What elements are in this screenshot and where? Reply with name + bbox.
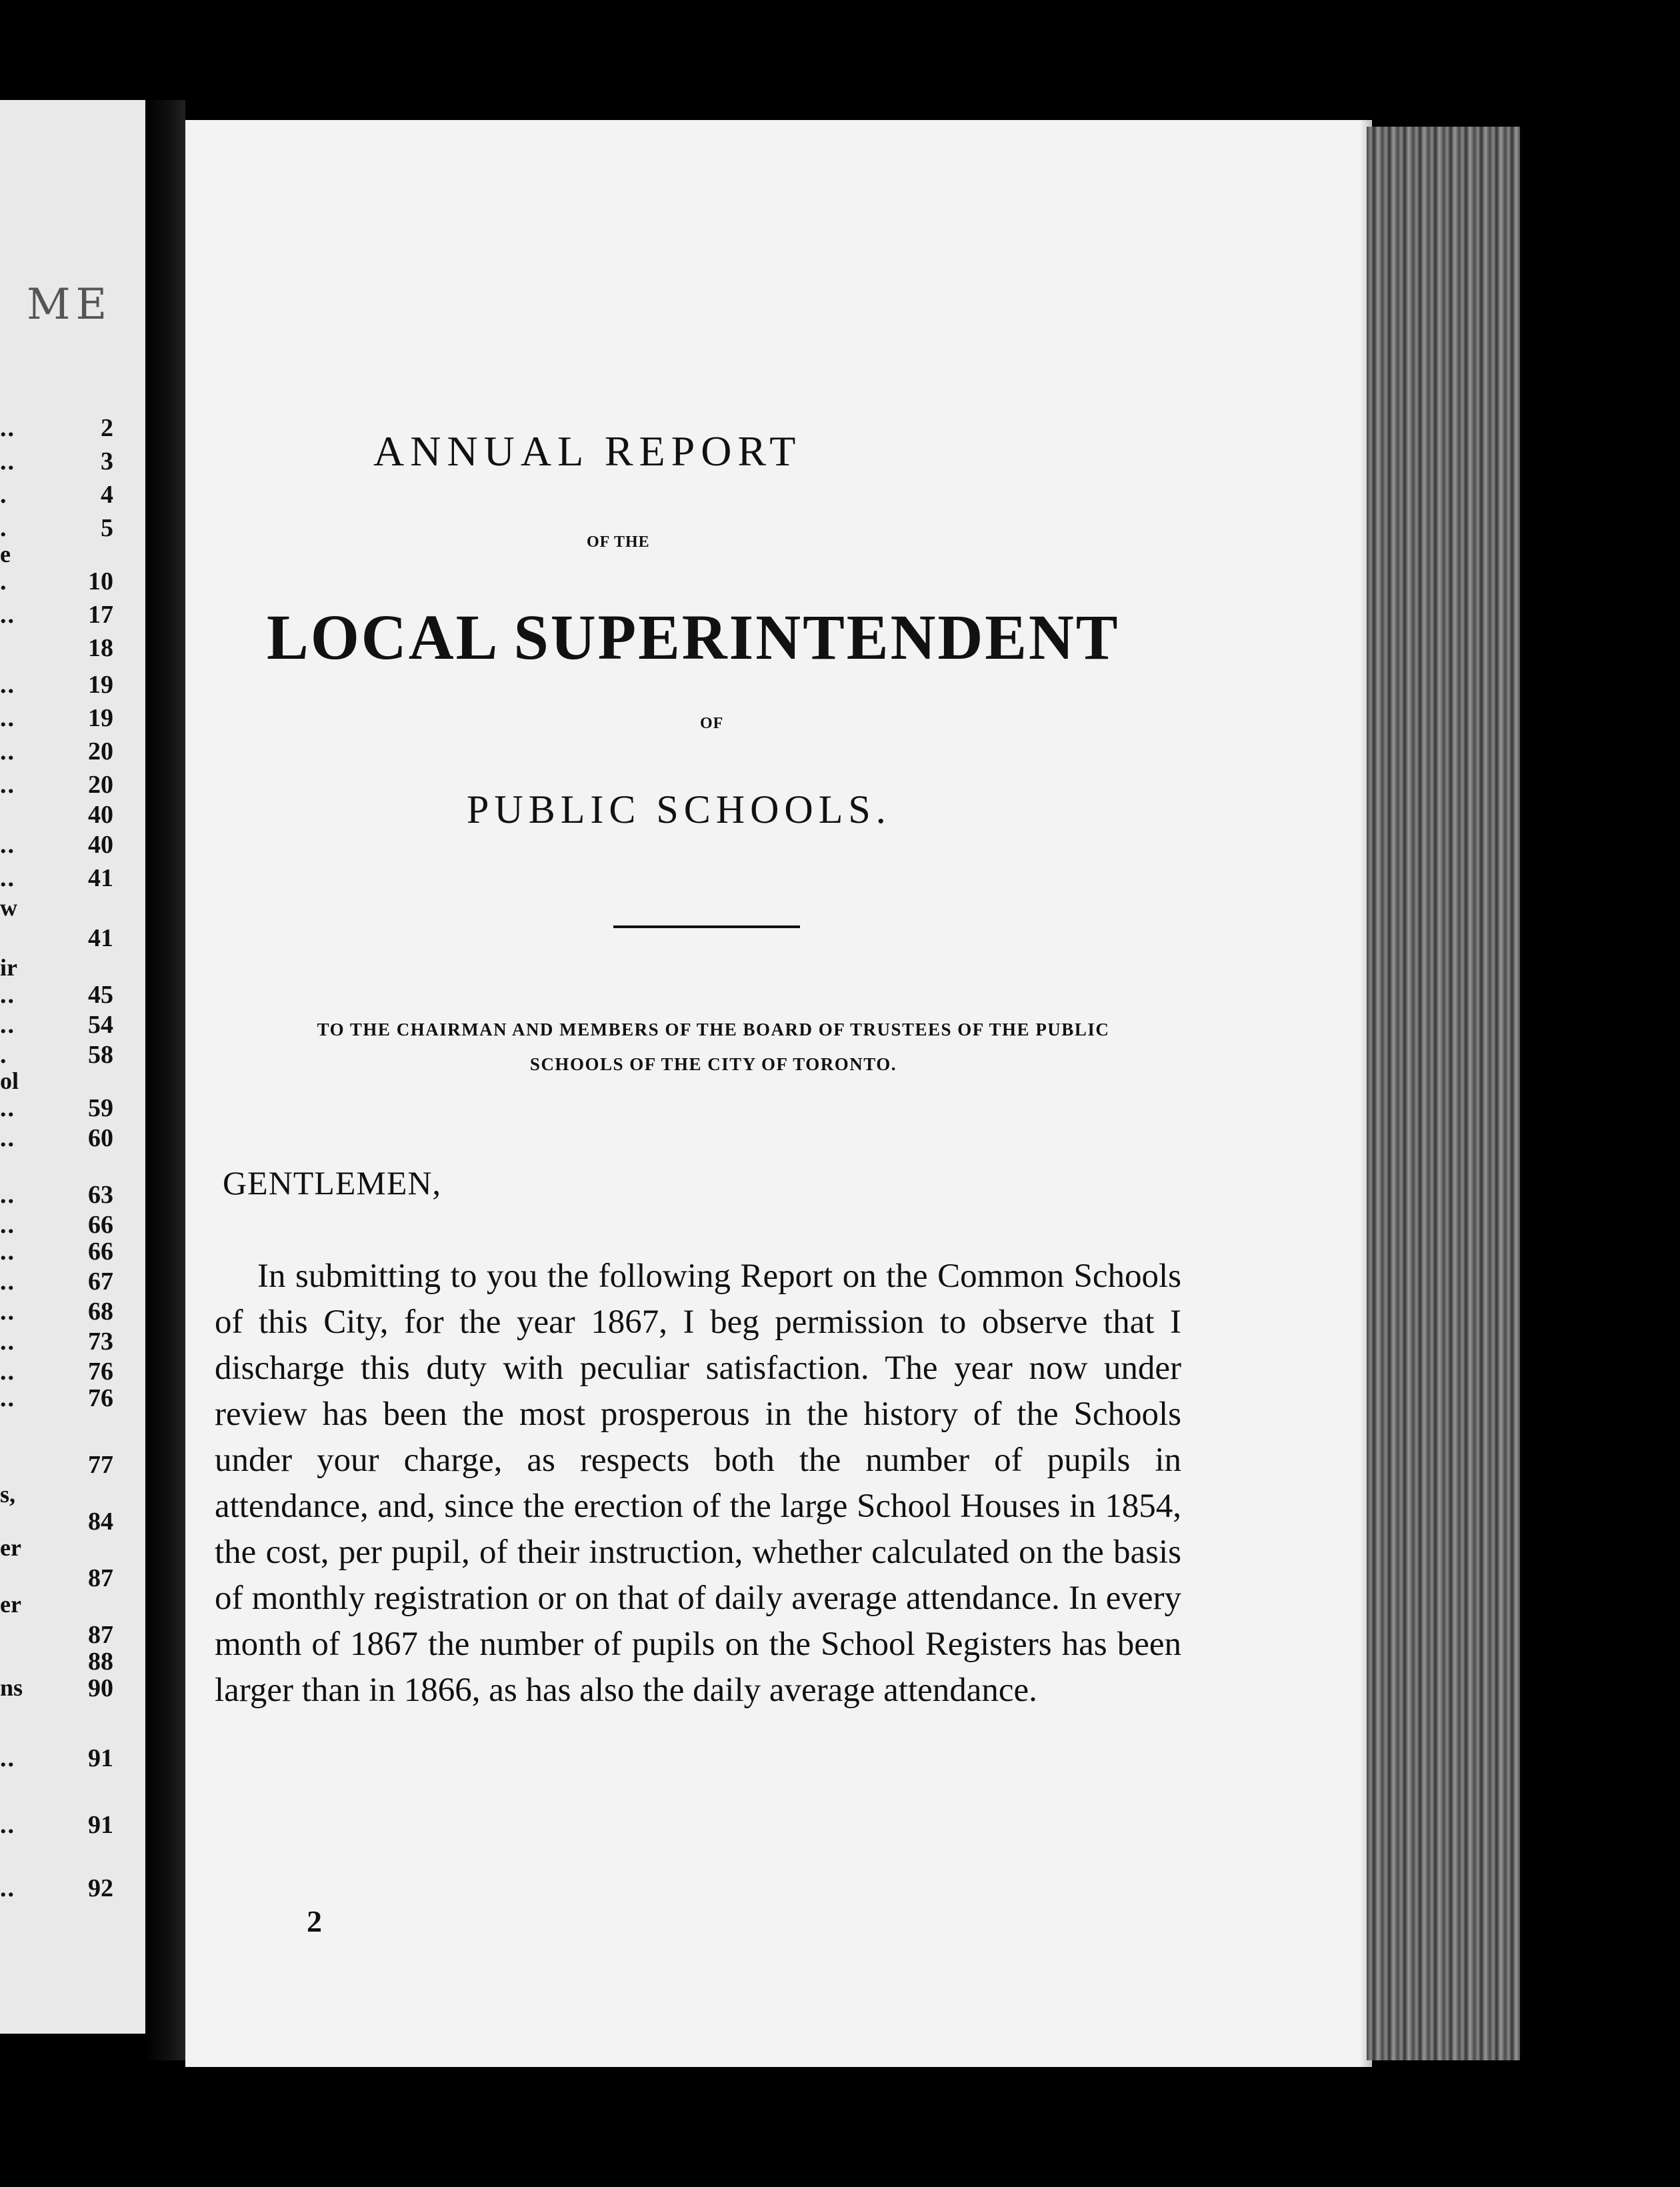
toc-page-number: 41 — [88, 924, 113, 952]
toc-page-number: 54 — [88, 1011, 113, 1039]
toc-leader-dots: .. — [0, 771, 15, 799]
title-public-schools: PUBLIC SCHOOLS. — [467, 787, 891, 831]
toc-page-number: 73 — [88, 1328, 113, 1356]
toc-entry — [0, 980, 145, 1013]
address-line-2: SCHOOLS OF THE CITY OF TORONTO. — [529, 1054, 897, 1074]
toc-entry — [0, 1810, 145, 1844]
toc-entry — [0, 830, 145, 863]
toc-page-number: 58 — [88, 1041, 113, 1069]
toc-entry — [0, 1874, 145, 1907]
toc-entry — [0, 1010, 145, 1043]
left-page-header: ME — [27, 280, 113, 329]
toc-leader-dots: .. — [0, 671, 15, 699]
toc-page-number: 59 — [88, 1094, 113, 1122]
page-stack-edge — [1367, 127, 1520, 2060]
toc-page-number: 60 — [88, 1124, 113, 1152]
toc-leader-dots: . — [0, 481, 8, 509]
folio-number: 2 — [307, 1904, 322, 1938]
toc-leader-dots: .. — [0, 1124, 15, 1152]
toc-text-fragment: ns — [0, 1674, 23, 1701]
title-divider — [613, 925, 800, 928]
book-gutter — [145, 100, 185, 2060]
toc-leader-dots: .. — [0, 737, 15, 765]
toc-entry — [0, 1237, 145, 1270]
toc-page-number: 19 — [88, 704, 113, 732]
toc-leader-dots: .. — [0, 1744, 15, 1772]
toc-leader-dots: .. — [0, 981, 15, 1009]
toc-page-number: 10 — [88, 567, 113, 595]
toc-page-number: 5 — [101, 514, 113, 542]
toc-page-number: 20 — [88, 771, 113, 799]
toc-text-fragment: s, — [0, 1481, 16, 1508]
toc-entry — [0, 1040, 145, 1073]
toc-entry — [0, 567, 145, 600]
toc-entry — [0, 1267, 145, 1300]
toc-page-number: 87 — [88, 1564, 113, 1592]
title-of: OF — [700, 715, 724, 732]
toc-leader-dots: .. — [0, 1094, 15, 1122]
toc-page-number: 20 — [88, 737, 113, 765]
toc-leader-dots: .. — [0, 447, 15, 475]
toc-page-number: 3 — [101, 447, 113, 475]
toc-entry — [0, 1094, 145, 1127]
toc-text-fragment: er — [0, 1591, 21, 1618]
title-annual-report: ANNUAL REPORT — [373, 427, 802, 475]
toc-page-number: 91 — [88, 1811, 113, 1839]
toc-page-number: 88 — [88, 1648, 113, 1676]
toc-page-number: 19 — [88, 671, 113, 699]
body-paragraph: In submitting to you the following Report on the Common Schools of this City, for the year 1867, I beg permission to observe that I discharge this duty with peculiar satisfaction. The year now under review has been the most prosperous in the history of the Schools under your charge, as respects both the number of pupils in attendance, and, since the erection of the large School Houses in 1854, the cost, per pupil, of their instruction, whether calculated on the basis of monthly registration or on that of daily average attendance. In every month of 1867 the number of pupils on the School Registers has been larger than in 1866, as has also the daily average attendance. — [215, 1258, 1181, 1709]
toc-leader-dots: . — [0, 514, 8, 542]
toc-page-number: 41 — [88, 864, 113, 892]
address-line-1: TO THE CHAIRMAN AND MEMBERS OF THE BOARD OF TRUSTEES OF THE PUBLIC — [317, 1019, 1110, 1039]
toc-text-fragment: e — [0, 541, 11, 567]
toc-leader-dots: .. — [0, 1874, 15, 1902]
toc-page-number: 40 — [88, 801, 113, 829]
toc-entry — [0, 1744, 145, 1777]
toc-entry — [0, 737, 145, 770]
toc-leader-dots: .. — [0, 1011, 15, 1039]
toc-page-number: 90 — [88, 1674, 113, 1702]
toc-page-number: 87 — [88, 1621, 113, 1649]
toc-page-number: 66 — [88, 1211, 113, 1239]
toc-leader-dots: .. — [0, 1384, 15, 1412]
toc-entry — [0, 1450, 145, 1484]
toc-entry — [0, 670, 145, 703]
toc-leader-dots: .. — [0, 1181, 15, 1209]
left-facing-page — [0, 100, 145, 2034]
toc-page-number: 17 — [88, 601, 113, 629]
toc-leader-dots: . — [0, 1041, 8, 1069]
toc-page-number: 4 — [101, 481, 113, 509]
salutation: GENTLEMEN, — [223, 1164, 441, 1202]
toc-page-number: 77 — [88, 1451, 113, 1479]
toc-leader-dots: .. — [0, 704, 15, 732]
toc-leader-dots: .. — [0, 1298, 15, 1326]
toc-leader-dots: .. — [0, 1328, 15, 1356]
toc-leader-dots: .. — [0, 1211, 15, 1239]
toc-page-number: 92 — [88, 1874, 113, 1902]
toc-leader-dots: .. — [0, 1811, 15, 1839]
toc-page-number: 40 — [88, 831, 113, 859]
toc-entry — [0, 633, 145, 667]
toc-entry — [0, 447, 145, 480]
toc-page-number: 67 — [88, 1268, 113, 1296]
toc-text-fragment: ir — [0, 954, 17, 981]
toc-text-fragment: er — [0, 1534, 21, 1561]
toc-entry — [0, 600, 145, 633]
toc-entry — [0, 1564, 145, 1597]
toc-page-number: 76 — [88, 1358, 113, 1386]
toc-page-number: 45 — [88, 981, 113, 1009]
address-block — [227, 1012, 1200, 1081]
toc-entry — [0, 770, 145, 803]
toc-leader-dots: .. — [0, 1268, 15, 1296]
toc-entry — [0, 1297, 145, 1330]
toc-page-number: 84 — [88, 1508, 113, 1536]
toc-leader-dots: .. — [0, 864, 15, 892]
toc-entry — [0, 863, 145, 897]
toc-entry — [0, 413, 145, 447]
toc-entry — [0, 480, 145, 513]
toc-page-number: 66 — [88, 1238, 113, 1266]
toc-entry — [0, 1507, 145, 1540]
toc-leader-dots: .. — [0, 414, 15, 442]
toc-entry — [0, 800, 145, 833]
toc-text-fragment: ol — [0, 1067, 19, 1094]
toc-entry — [0, 513, 145, 547]
toc-leader-dots: .. — [0, 831, 15, 859]
title-local-superintendent: LOCAL SUPERINTENDENT — [267, 601, 1120, 673]
toc-entry — [0, 1124, 145, 1157]
toc-page-number: 18 — [88, 634, 113, 662]
toc-leader-dots: .. — [0, 1238, 15, 1266]
toc-page-number: 2 — [101, 414, 113, 442]
toc-entry — [0, 1180, 145, 1214]
toc-entry — [0, 1384, 145, 1417]
toc-text-fragment: w — [0, 894, 17, 921]
toc-page-number: 76 — [88, 1384, 113, 1412]
toc-leader-dots: .. — [0, 601, 15, 629]
toc-page-number: 63 — [88, 1181, 113, 1209]
toc-entry — [0, 1327, 145, 1360]
toc-leader-dots: . — [0, 567, 8, 595]
toc-page-number: 68 — [88, 1298, 113, 1326]
toc-page-number: 91 — [88, 1744, 113, 1772]
report-page — [185, 120, 1372, 2067]
toc-entry — [0, 703, 145, 737]
toc-entry — [0, 923, 145, 957]
toc-leader-dots: .. — [0, 1358, 15, 1386]
title-of-the: OF THE — [587, 533, 650, 551]
